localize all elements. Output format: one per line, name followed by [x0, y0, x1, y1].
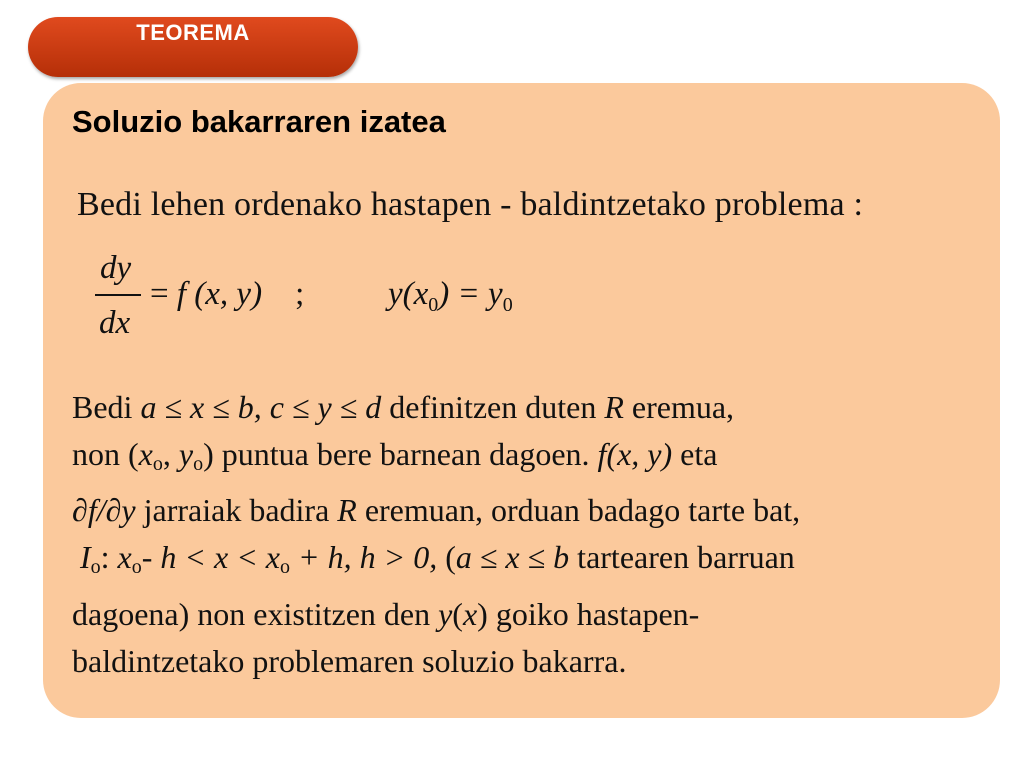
text: ) puntua bere barnean dagoen.: [203, 435, 590, 472]
cond-subscript-y: 0: [502, 294, 513, 316]
subscript: o: [193, 452, 204, 475]
function-f: f: [176, 276, 187, 312]
inequality: a ≤ x ≤ b, c ≤ y ≤ d: [140, 389, 382, 425]
cond-x: (x: [402, 276, 429, 312]
interval-expr: - h < x < x: [141, 539, 280, 576]
derivative-numerator: dy: [100, 250, 132, 286]
equation-rhs: = f (x, y) ;: [150, 276, 305, 312]
intro-sentence: Bedi lehen ordenako hastapen - baldintzetako problema :: [77, 186, 864, 223]
theorem-statement: [72, 384, 992, 684]
text: jarraiak badira: [143, 492, 330, 529]
interval-I: I: [80, 539, 91, 576]
function-args: (x, y): [606, 435, 673, 472]
cond-y: y: [388, 276, 403, 312]
inequality: a ≤ x ≤ b: [455, 539, 570, 576]
fraction-bar: [95, 294, 141, 296]
text: dagoena) non existitzen den: [72, 595, 431, 632]
text: eta: [680, 435, 718, 472]
statement-line-5: [72, 591, 992, 638]
theorem-title: Soluzio bakarraren izatea: [72, 104, 446, 139]
text: eremuan, orduan badago tarte bat,: [364, 492, 801, 529]
partial-derivative: ∂f/∂y: [72, 492, 136, 529]
text: ,: [162, 435, 179, 472]
subscript: o: [280, 556, 290, 579]
var-x: x: [138, 435, 153, 472]
function-args: (x, y): [194, 276, 263, 312]
cond-subscript-x: 0: [428, 294, 439, 316]
function-f: f: [597, 435, 607, 472]
text: definitzen duten: [389, 389, 597, 425]
subscript: o: [131, 556, 142, 579]
subscript: o: [90, 556, 101, 579]
text: Bedi: [72, 389, 133, 425]
statement-line-6: baldintzetako problemaren soluzio bakarra.: [72, 642, 627, 679]
var-x: x: [117, 539, 132, 576]
text: eremua,: [631, 389, 735, 425]
theorem-badge: [28, 17, 358, 77]
text: :: [100, 539, 118, 576]
text: non (: [72, 435, 139, 472]
statement-line-3: [72, 487, 992, 534]
statement-line-1: [72, 384, 992, 431]
var-x: x: [462, 595, 478, 632]
text: tartearen barruan: [577, 539, 795, 576]
text: (: [452, 595, 463, 632]
var-y: y: [178, 435, 194, 472]
statement-line-2: [72, 431, 992, 488]
theorem-badge-label: TEOREMA: [136, 20, 250, 45]
equation-separator: ;: [295, 276, 305, 312]
initial-condition: [388, 276, 513, 317]
text: (: [445, 539, 456, 576]
cond-eq: ) = y: [438, 276, 503, 312]
region-R: R: [337, 492, 357, 529]
derivative-denominator: dx: [99, 305, 131, 341]
statement-line-4: [72, 534, 992, 591]
text: ) goiko hastapen-: [477, 595, 700, 632]
interval-expr: + h, h > 0,: [290, 539, 438, 576]
region-R: R: [604, 389, 624, 425]
subscript: o: [152, 452, 163, 475]
var-y: y: [438, 595, 453, 632]
initial-value-problem-equation: [95, 248, 575, 348]
